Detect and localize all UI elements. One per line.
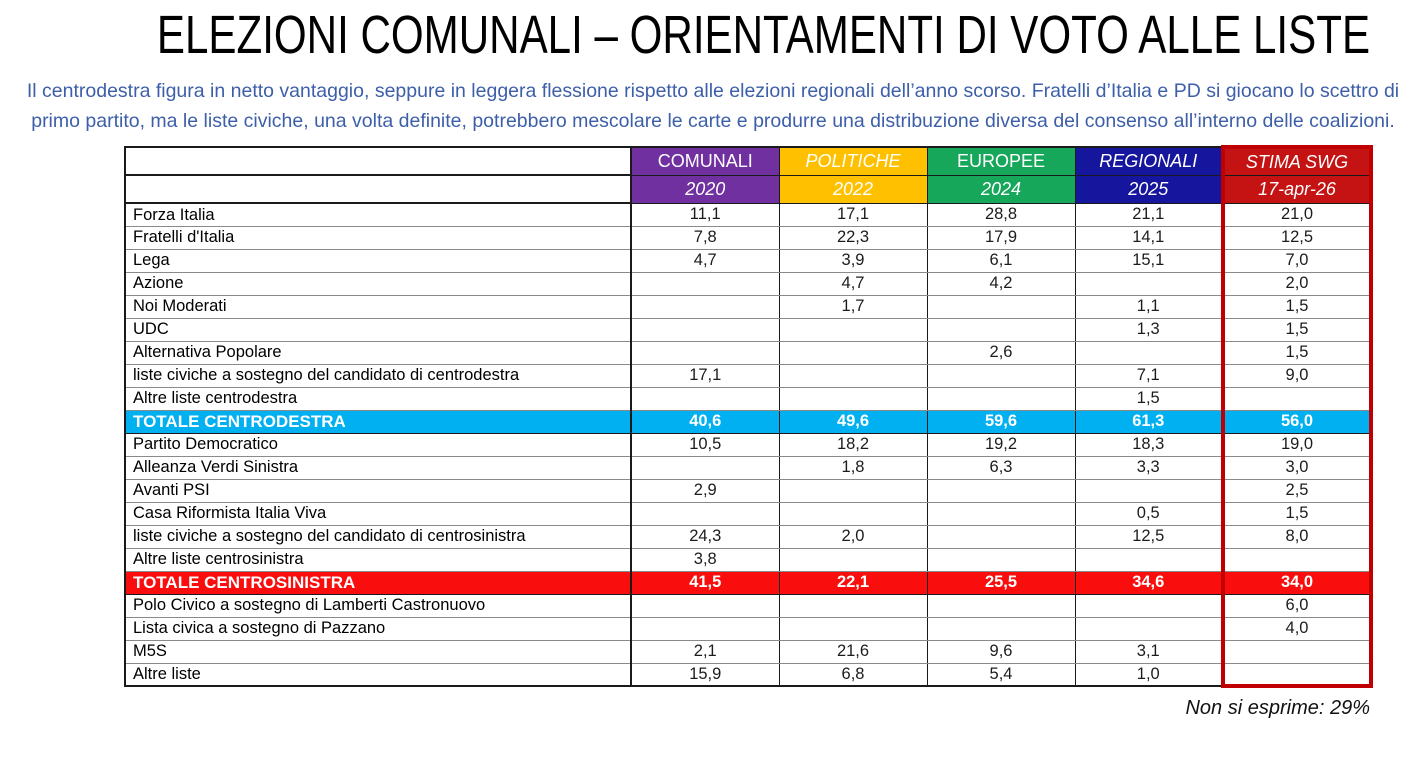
cell-politiche: 17,1 — [779, 203, 927, 226]
cell-regionali: 21,1 — [1075, 203, 1223, 226]
row-label: Lega — [125, 249, 631, 272]
row-label: Avanti PSI — [125, 479, 631, 502]
row-label: Forza Italia — [125, 203, 631, 226]
header-europee: EUROPEE — [927, 147, 1075, 175]
table-row — [125, 249, 1371, 272]
cell-politiche: 6,8 — [779, 663, 927, 686]
header-row-years — [125, 175, 1371, 203]
cell-politiche: 49,6 — [779, 410, 927, 433]
cell-europee — [927, 502, 1075, 525]
cell-europee: 4,2 — [927, 272, 1075, 295]
row-label: liste civiche a sostegno del candidato di centrodestra — [125, 364, 631, 387]
cell-comunali: 4,7 — [631, 249, 779, 272]
cell-politiche: 1,7 — [779, 295, 927, 318]
cell-politiche — [779, 594, 927, 617]
row-label: Alternativa Popolare — [125, 341, 631, 364]
row-label: M5S — [125, 640, 631, 663]
cell-regionali: 0,5 — [1075, 502, 1223, 525]
header-corner-cell — [125, 147, 631, 175]
cell-regionali: 3,1 — [1075, 640, 1223, 663]
cell-comunali: 2,1 — [631, 640, 779, 663]
cell-stima: 6,0 — [1223, 594, 1371, 617]
cell-comunali — [631, 456, 779, 479]
cell-comunali: 3,8 — [631, 548, 779, 571]
cell-comunali: 7,8 — [631, 226, 779, 249]
row-label: Altre liste centrosinistra — [125, 548, 631, 571]
cell-europee: 2,6 — [927, 341, 1075, 364]
cell-europee: 59,6 — [927, 410, 1075, 433]
cell-europee: 9,6 — [927, 640, 1075, 663]
cell-comunali: 10,5 — [631, 433, 779, 456]
header-regionali: REGIONALI — [1075, 147, 1223, 175]
cell-regionali — [1075, 617, 1223, 640]
cell-europee — [927, 295, 1075, 318]
row-label: Azione — [125, 272, 631, 295]
table-row — [125, 295, 1371, 318]
table-row — [125, 203, 1371, 226]
table-row — [125, 617, 1371, 640]
cell-politiche: 4,7 — [779, 272, 927, 295]
cell-stima: 2,5 — [1223, 479, 1371, 502]
cell-stima — [1223, 387, 1371, 410]
cell-regionali: 15,1 — [1075, 249, 1223, 272]
cell-europee — [927, 617, 1075, 640]
table-row — [125, 456, 1371, 479]
cell-comunali: 40,6 — [631, 410, 779, 433]
cell-politiche: 18,2 — [779, 433, 927, 456]
row-label: Polo Civico a sostegno di Lamberti Castronuovo — [125, 594, 631, 617]
cell-regionali: 18,3 — [1075, 433, 1223, 456]
table-row — [125, 548, 1371, 571]
cell-comunali — [631, 594, 779, 617]
cell-comunali: 2,9 — [631, 479, 779, 502]
cell-comunali — [631, 502, 779, 525]
cell-stima: 3,0 — [1223, 456, 1371, 479]
table-row — [125, 479, 1371, 502]
cell-politiche — [779, 502, 927, 525]
table-row — [125, 410, 1371, 433]
table-row — [125, 663, 1371, 686]
cell-europee: 6,3 — [927, 456, 1075, 479]
row-label: Partito Democratico — [125, 433, 631, 456]
cell-europee: 25,5 — [927, 571, 1075, 594]
header-year-2025: 2025 — [1075, 175, 1223, 203]
cell-stima: 19,0 — [1223, 433, 1371, 456]
header-row-elections — [125, 147, 1371, 175]
row-label: Lista civica a sostegno di Pazzano — [125, 617, 631, 640]
table-row — [125, 433, 1371, 456]
row-label: Altre liste — [125, 663, 631, 686]
cell-politiche — [779, 341, 927, 364]
table-row — [125, 364, 1371, 387]
cell-politiche: 21,6 — [779, 640, 927, 663]
cell-politiche: 22,3 — [779, 226, 927, 249]
cell-stima: 21,0 — [1223, 203, 1371, 226]
cell-europee — [927, 594, 1075, 617]
cell-europee — [927, 548, 1075, 571]
table-row — [125, 525, 1371, 548]
cell-regionali: 61,3 — [1075, 410, 1223, 433]
cell-europee: 19,2 — [927, 433, 1075, 456]
page-title: ELEZIONI COMUNALI – ORIENTAMENTI DI VOTO ALLE LISTE — [156, 5, 1371, 65]
row-label: TOTALE CENTRODESTRA — [125, 410, 631, 433]
cell-comunali: 17,1 — [631, 364, 779, 387]
cell-stima: 1,5 — [1223, 341, 1371, 364]
cell-regionali: 7,1 — [1075, 364, 1223, 387]
cell-politiche — [779, 617, 927, 640]
cell-europee: 28,8 — [927, 203, 1075, 226]
cell-stima: 8,0 — [1223, 525, 1371, 548]
cell-politiche: 2,0 — [779, 525, 927, 548]
cell-stima: 2,0 — [1223, 272, 1371, 295]
cell-stima: 1,5 — [1223, 318, 1371, 341]
cell-regionali: 3,3 — [1075, 456, 1223, 479]
cell-stima — [1223, 548, 1371, 571]
cell-politiche: 1,8 — [779, 456, 927, 479]
cell-comunali: 11,1 — [631, 203, 779, 226]
cell-politiche: 3,9 — [779, 249, 927, 272]
header-stima-swg: STIMA SWG — [1223, 147, 1371, 175]
cell-europee: 6,1 — [927, 249, 1075, 272]
cell-stima: 1,5 — [1223, 502, 1371, 525]
table-row — [125, 318, 1371, 341]
cell-stima: 9,0 — [1223, 364, 1371, 387]
table-row — [125, 226, 1371, 249]
cell-europee — [927, 364, 1075, 387]
cell-regionali — [1075, 594, 1223, 617]
header-corner-cell-2 — [125, 175, 631, 203]
subtitle: Il centrodestra figura in netto vantaggio, seppure in leggera flessione rispetto alle elezioni regionali dell’anno scorso. Fratelli d’Italia e PD si giocano lo scettro di primo partito, ma le liste civiche, una volta definite, potrebbero mescolare le carte e produrre una distribuzione diversa del consenso all’interno delle coalizioni. — [26, 80, 1400, 133]
row-label: liste civiche a sostegno del candidato di centrosinistra — [125, 525, 631, 548]
cell-regionali: 12,5 — [1075, 525, 1223, 548]
cell-regionali: 34,6 — [1075, 571, 1223, 594]
cell-stima: 7,0 — [1223, 249, 1371, 272]
cell-europee: 5,4 — [927, 663, 1075, 686]
cell-comunali — [631, 341, 779, 364]
header-year-2020: 2020 — [631, 175, 779, 203]
row-label: Altre liste centrodestra — [125, 387, 631, 410]
cell-comunali: 41,5 — [631, 571, 779, 594]
table-row — [125, 272, 1371, 295]
cell-stima: 1,5 — [1223, 295, 1371, 318]
cell-europee — [927, 318, 1075, 341]
cell-comunali — [631, 295, 779, 318]
table-body — [125, 203, 1371, 686]
cell-stima: 56,0 — [1223, 410, 1371, 433]
cell-regionali — [1075, 272, 1223, 295]
header-year-2024: 2024 — [927, 175, 1075, 203]
row-label: Fratelli d'Italia — [125, 226, 631, 249]
cell-stima — [1223, 663, 1371, 686]
cell-comunali — [631, 318, 779, 341]
cell-europee — [927, 387, 1075, 410]
cell-politiche — [779, 318, 927, 341]
header-year-2022: 2022 — [779, 175, 927, 203]
cell-regionali: 1,3 — [1075, 318, 1223, 341]
cell-comunali: 15,9 — [631, 663, 779, 686]
table-row — [125, 594, 1371, 617]
cell-politiche — [779, 387, 927, 410]
row-label: UDC — [125, 318, 631, 341]
cell-comunali — [631, 387, 779, 410]
cell-stima: 12,5 — [1223, 226, 1371, 249]
cell-stima — [1223, 640, 1371, 663]
cell-europee — [927, 479, 1075, 502]
cell-regionali — [1075, 548, 1223, 571]
cell-comunali: 24,3 — [631, 525, 779, 548]
cell-regionali — [1075, 479, 1223, 502]
table-row — [125, 502, 1371, 525]
header-politiche: POLITICHE — [779, 147, 927, 175]
cell-politiche — [779, 364, 927, 387]
row-label: Noi Moderati — [125, 295, 631, 318]
table-row — [125, 640, 1371, 663]
cell-politiche — [779, 548, 927, 571]
footnote: Non si esprime: 29% — [1185, 697, 1370, 720]
header-date-stima: 17-apr-26 — [1223, 175, 1371, 203]
cell-comunali — [631, 272, 779, 295]
cell-stima: 4,0 — [1223, 617, 1371, 640]
cell-stima: 34,0 — [1223, 571, 1371, 594]
table-row — [125, 571, 1371, 594]
cell-regionali: 1,0 — [1075, 663, 1223, 686]
footnote-area — [0, 697, 1370, 720]
row-label: Casa Riformista Italia Viva — [125, 502, 631, 525]
cell-regionali — [1075, 341, 1223, 364]
cell-europee — [927, 525, 1075, 548]
cell-politiche: 22,1 — [779, 571, 927, 594]
header-comunali: COMUNALI — [631, 147, 779, 175]
cell-regionali: 1,5 — [1075, 387, 1223, 410]
table-row — [125, 387, 1371, 410]
table-row — [125, 341, 1371, 364]
cell-comunali — [631, 617, 779, 640]
cell-politiche — [779, 479, 927, 502]
table-header — [125, 147, 1371, 203]
cell-europee: 17,9 — [927, 226, 1075, 249]
row-label: Alleanza Verdi Sinistra — [125, 456, 631, 479]
results-table — [124, 145, 1373, 688]
cell-regionali: 1,1 — [1075, 295, 1223, 318]
row-label: TOTALE CENTROSINISTRA — [125, 571, 631, 594]
cell-regionali: 14,1 — [1075, 226, 1223, 249]
